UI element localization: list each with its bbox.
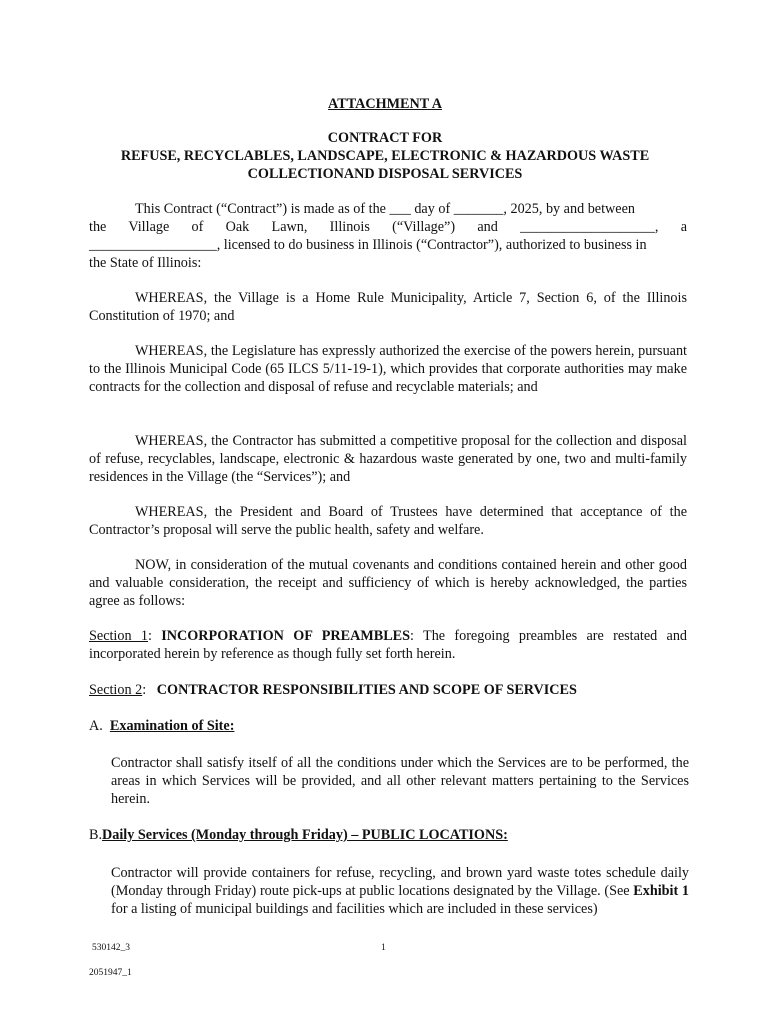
intro-line-4: the State of Illinois:: [89, 255, 202, 271]
whereas-paragraph-1: WHEREAS, the Village is a Home Rule Municipality, Article 7, Section 6, of the Illinois Constitution of 1970; and: [89, 290, 687, 324]
item-b-title: Daily Services (Monday through Friday) – PUBLIC LOCATIONS:: [102, 827, 508, 843]
page-number: 1: [381, 943, 386, 953]
item-a-heading: [89, 717, 234, 735]
intro-line-1: This Contract (“Contract”) is made as of the ___ day of _______, 2025, by and between: [135, 201, 635, 217]
intro-line-2: the Village of Oak Lawn, Illinois (“Village”) and ___________________, a: [89, 219, 687, 235]
section-2-title: CONTRACTOR RESPONSIBILITIES AND SCOPE OF SERVICES: [156, 682, 577, 698]
item-a-title: Examination of Site:: [109, 718, 235, 734]
item-b-text-before: Contractor will provide containers for refuse, recycling, and brown yard waste totes schedule daily (Monday through Friday) route pick-ups at public locations designated by the Village. (See: [111, 865, 689, 899]
section-1-title: INCORPORATION OF PREAMBLES: [161, 628, 411, 644]
contract-title-line-2: REFUSE, RECYCLABLES, LANDSCAPE, ELECTRONIC & HAZARDOUS WASTE: [120, 148, 650, 164]
now-paragraph: NOW, in consideration of the mutual covenants and conditions contained herein and other good and valuable consideration, the receipt and sufficiency of which is hereby acknowledged, the parties agree as follows:: [89, 557, 687, 609]
exhibit-1-reference: Exhibit 1: [633, 883, 689, 899]
contract-title-line-3: COLLECTIONAND DISPOSAL SERVICES: [247, 166, 523, 182]
item-b-text-after: for a listing of municipal buildings and facilities which are included in these services): [111, 901, 598, 917]
section-1-text: : The foregoing preambles are restated and incorporated herein by reference as though fully set forth herein.: [89, 628, 688, 662]
attachment-heading: ATTACHMENT A: [328, 96, 442, 112]
footer-doc-id-2: 2051947_1: [89, 968, 132, 978]
item-b-text: [111, 864, 689, 918]
section-1: Section 1: INCORPORATION OF PREAMBLES: The foregoing preambles are restated and incorporated herein by reference as though fully set forth herein.: [89, 628, 688, 662]
footer-doc-id: 530142_3: [92, 943, 130, 953]
item-a-letter: A.: [89, 718, 103, 734]
whereas-paragraph-4: WHEREAS, the President and Board of Trustees have determined that acceptance of the Contractor’s proposal will serve the public health, safety and welfare.: [89, 504, 687, 538]
contract-title-line-1: CONTRACT FOR: [327, 130, 443, 146]
section-1-label: Section 1: [89, 628, 148, 644]
whereas-paragraph-3: WHEREAS, the Contractor has submitted a competitive proposal for the collection and disposal of refuse, recyclables, landscape, electronic & hazardous waste generated by one, two and multi-family residences in the Village (the “Services”); and: [89, 433, 687, 485]
section-2-label: Section 2: [89, 682, 143, 698]
item-b-heading: [89, 826, 508, 844]
intro-line-3: __________________, licensed to do business in Illinois (“Contractor”), authorized to business in: [89, 237, 647, 253]
intro-paragraph: [89, 200, 687, 272]
section-2-heading: Section 2: CONTRACTOR RESPONSIBILITIES AND SCOPE OF SERVICES: [89, 682, 577, 698]
item-b-letter: B.: [89, 827, 103, 843]
whereas-paragraph-2: WHEREAS, the Legislature has expressly authorized the exercise of the powers herein, pursuant to the Illinois Municipal Code (65 ILCS 5/11-19-1), which provides that corporate authorities may make contracts for the collection and disposal of refuse and recyclable materials; and: [89, 343, 687, 395]
item-a-text: Contractor shall satisfy itself of all the conditions under which the Services are to be performed, the areas in which Services will be provided, and all other relevant matters pertaining to the Services herein.: [111, 755, 689, 807]
